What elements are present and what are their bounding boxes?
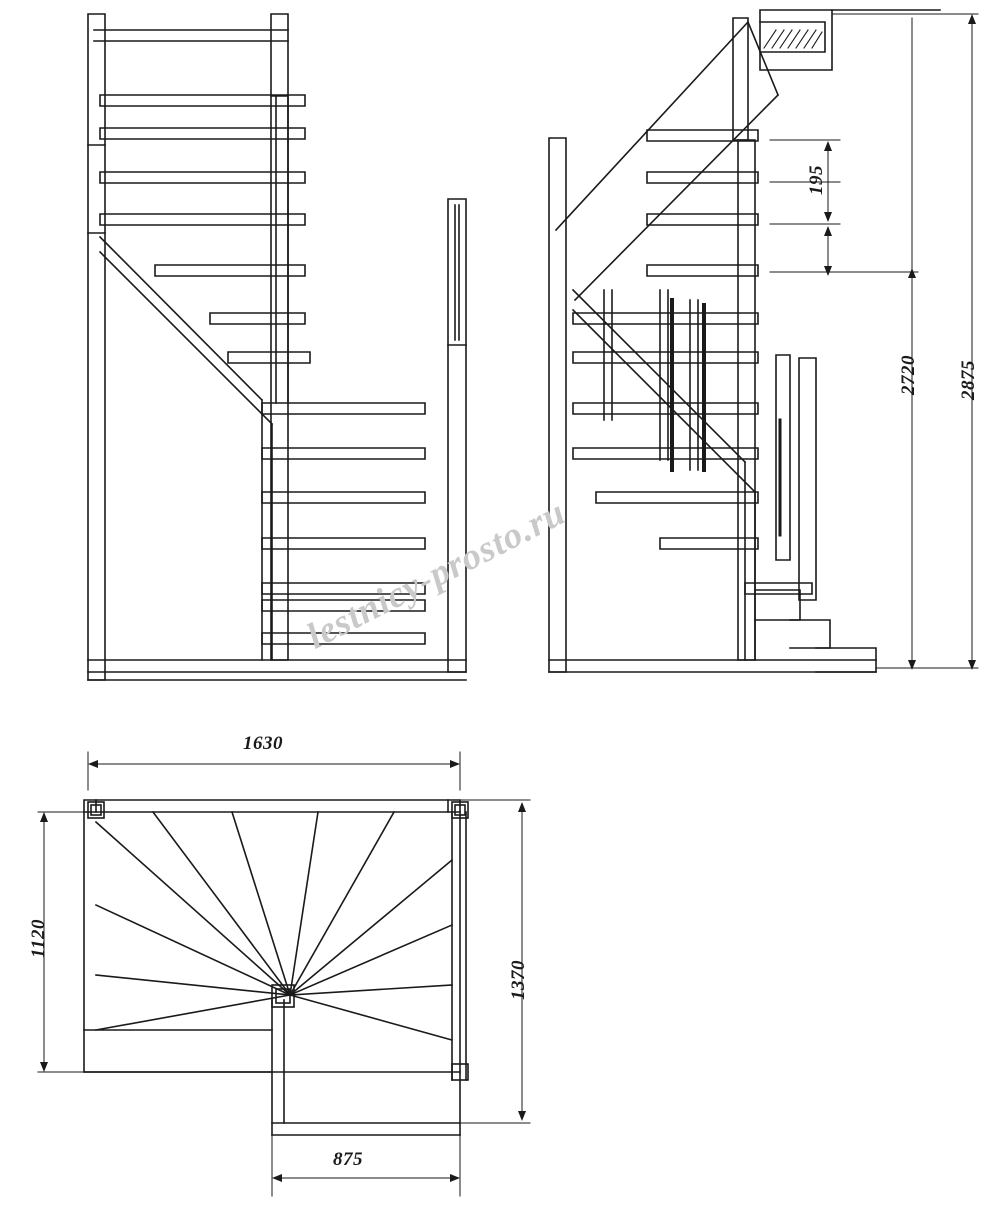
side-elevation-view bbox=[549, 10, 940, 672]
dim-floor-to-floor: 2875 bbox=[958, 360, 979, 400]
dim-landing-width: 875 bbox=[333, 1149, 363, 1170]
front-elevation-view bbox=[88, 14, 466, 680]
dim-stair-run-height: 2720 bbox=[898, 355, 919, 395]
dim-plan-depth-right: 1370 bbox=[508, 960, 529, 1000]
dim-riser-height: 195 bbox=[806, 165, 827, 195]
top-plan-view bbox=[84, 800, 468, 1135]
elevation-dimension-lines bbox=[770, 14, 978, 670]
watermark-text: lestnicy-prosto.ru bbox=[300, 491, 573, 658]
dim-plan-width: 1630 bbox=[243, 733, 283, 754]
dim-plan-depth-left: 1120 bbox=[28, 919, 49, 958]
